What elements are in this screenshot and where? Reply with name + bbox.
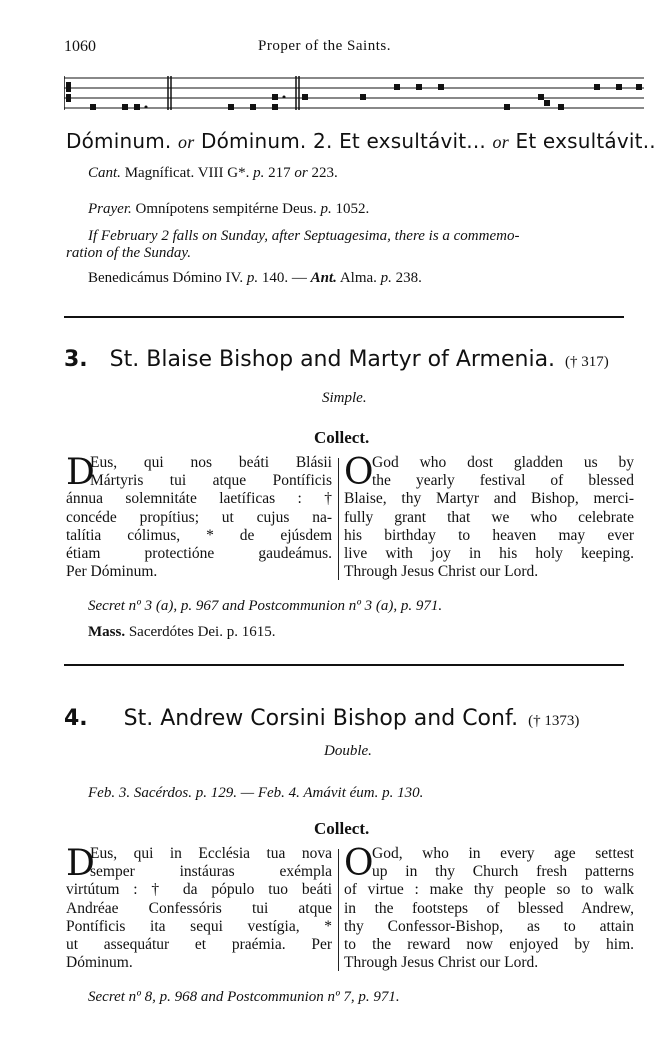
running-title: Proper of the Saints. (258, 38, 391, 54)
section4-title (64, 706, 579, 731)
cant-label: Cant. (88, 165, 121, 181)
section4-latin-collect (66, 845, 332, 972)
section3-english-line: live with joy in his holy keeping. (344, 544, 634, 562)
section4-latin-line: semper instáuras exémpla (90, 863, 332, 881)
section4-english-line: to the reward now enjoyed by him. (344, 935, 634, 953)
section4-english-line: of virtue : make thy people so to walk (344, 881, 634, 899)
section4-title-text: St. Andrew Corsini Bishop and Conf. (123, 706, 519, 731)
section3-english-line: Blaise, thy Martyr and Bishop, merci- (344, 490, 634, 508)
benedicamus-line (88, 270, 422, 287)
chant-staff (64, 72, 644, 118)
section4-feb-line: Feb. 3. Sacérdos. p. 129. — Feb. 4. Amávit éum. p. 130. (88, 785, 424, 801)
section3-collect-heading: Collect. (314, 428, 370, 447)
section-divider-1 (64, 316, 624, 318)
section3-latin-line: étiam protectióne gaudeámus. (66, 544, 332, 562)
section4-english-line: thy Confessor-Bishop, as to attain (344, 917, 634, 935)
section4-english-line: Through Jesus Christ our Lord. (344, 954, 539, 972)
section3-mass-label: Mass. (88, 624, 126, 640)
lyric-exsultavit-1: 2. Et exsultávit... (313, 129, 486, 153)
bened-alma: Alma. (339, 270, 377, 286)
section3-latin-dropcap: D (66, 452, 95, 493)
bened-page: 140. — (261, 270, 307, 286)
section4-secret-line: Secret nº 8, p. 968 and Postcommunion nº 7, p. 971. (88, 989, 400, 1005)
bened-ant: Ant. (310, 270, 337, 286)
lyric-dominum-2: Dóminum. (201, 129, 307, 153)
lyric-or-1: or (178, 132, 195, 152)
section4-column-separator (338, 849, 339, 971)
prayer-label: Prayer. (88, 201, 132, 217)
page-number: 1060 (64, 38, 96, 55)
section3-latin-line: Eus, qui nos beáti Blásii (90, 454, 332, 471)
lyric-or-2: or (492, 132, 509, 152)
section3-english-line: God who dost gladden us by (372, 454, 634, 471)
section3-latin-line: concéde propítius; ut cujus na- (66, 508, 332, 526)
bened-text: Benedicámus Dómino IV. (88, 270, 244, 286)
section4-latin-line: Andréae Confessóris tui atque (66, 899, 332, 917)
section3-latin-line: Per Dóminum. (66, 563, 158, 581)
section3-mass-line (88, 624, 275, 641)
section3-english-line: fully grant that we who celebrate (344, 508, 634, 526)
if-line-2: ration of the Sunday. (66, 245, 191, 261)
section3-secret-line: Secret nº 3 (a), p. 967 and Postcommunion nº 3 (a), p. 971. (88, 598, 443, 614)
section4-latin-line: ut assequátur et praémia. Per (66, 935, 332, 953)
bened-page2: 238. (395, 270, 422, 286)
section4-english-line: up in thy Church fresh patterns (372, 863, 634, 881)
section3-english-line: his birthday to heaven may ever (344, 526, 634, 544)
section4-latin-dropcap: D (66, 843, 95, 884)
section4-english-line: God, who in every age settest (372, 845, 634, 862)
cant-pages2: 223. (311, 165, 338, 181)
section4-number: 4. (64, 706, 88, 731)
section3-rank: Simple. (322, 390, 367, 406)
section4-english-collect (344, 845, 634, 972)
section3-latin-line: ánnua solemnitáte laetíficas : † (66, 490, 332, 508)
section4-rank: Double. (324, 743, 372, 759)
section3-english-line: Through Jesus Christ our Lord. (344, 563, 539, 581)
lyric-exsultavit-2: Et exsultávit.. (515, 129, 656, 153)
bened-p2: p. (380, 270, 392, 286)
prayer-p: p. (320, 201, 332, 217)
section3-english-line: the yearly festival of blessed (372, 472, 634, 490)
section-divider-2 (64, 664, 624, 666)
section4-latin-line: Dóminum. (66, 954, 133, 972)
section3-title (64, 347, 609, 372)
prayer-page: 1052. (335, 201, 370, 217)
prayer-text: Omnípotens sempitérne Deus. (135, 201, 317, 217)
section4-latin-line: Eus, qui in Ecclésia tua nova (90, 845, 332, 862)
cant-p: p. (253, 165, 265, 181)
lyric-dominum-1: Dóminum. (66, 129, 172, 153)
section4-english-dropcap: O (344, 843, 374, 884)
section4-latin-line: virtútum : † da pópulo tuo beáti (66, 881, 332, 899)
section3-column-separator (338, 458, 339, 580)
bened-p: p. (246, 270, 259, 286)
section3-english-collect (344, 454, 634, 581)
section4-latin-line: Pontíficis ita sequi vestígia, * (66, 917, 332, 935)
section4-dagger: († 1373) (528, 713, 580, 729)
page-header (0, 38, 669, 60)
section3-title-text: St. Blaise Bishop and Martyr of Armenia. (109, 347, 556, 372)
section3-latin-collect (66, 454, 332, 581)
cant-or: or (294, 165, 308, 181)
if-line-1: If February 2 falls on Sunday, after Septuagesima, there is a commemo- (88, 228, 520, 244)
section4-collect-heading: Collect. (314, 819, 370, 838)
section3-dagger: († 317) (565, 354, 609, 370)
cant-pages: 217 (268, 165, 291, 181)
chant-lyrics (66, 129, 656, 153)
cant-text: Magníficat. VIII G*. (124, 165, 250, 181)
section3-number: 3. (64, 347, 88, 372)
cant-line (88, 165, 338, 182)
section3-latin-line: talítia cólimus, * de ejúsdem (66, 526, 332, 544)
section4-english-line: in the footsteps of blessed Andrew, (344, 899, 634, 917)
prayer-line (88, 201, 369, 218)
section3-english-dropcap: O (344, 452, 374, 493)
section3-mass-text: Sacerdótes Dei. p. 1615. (128, 624, 276, 640)
section3-latin-line: Mártyris tui atque Pontíficis (90, 472, 332, 490)
